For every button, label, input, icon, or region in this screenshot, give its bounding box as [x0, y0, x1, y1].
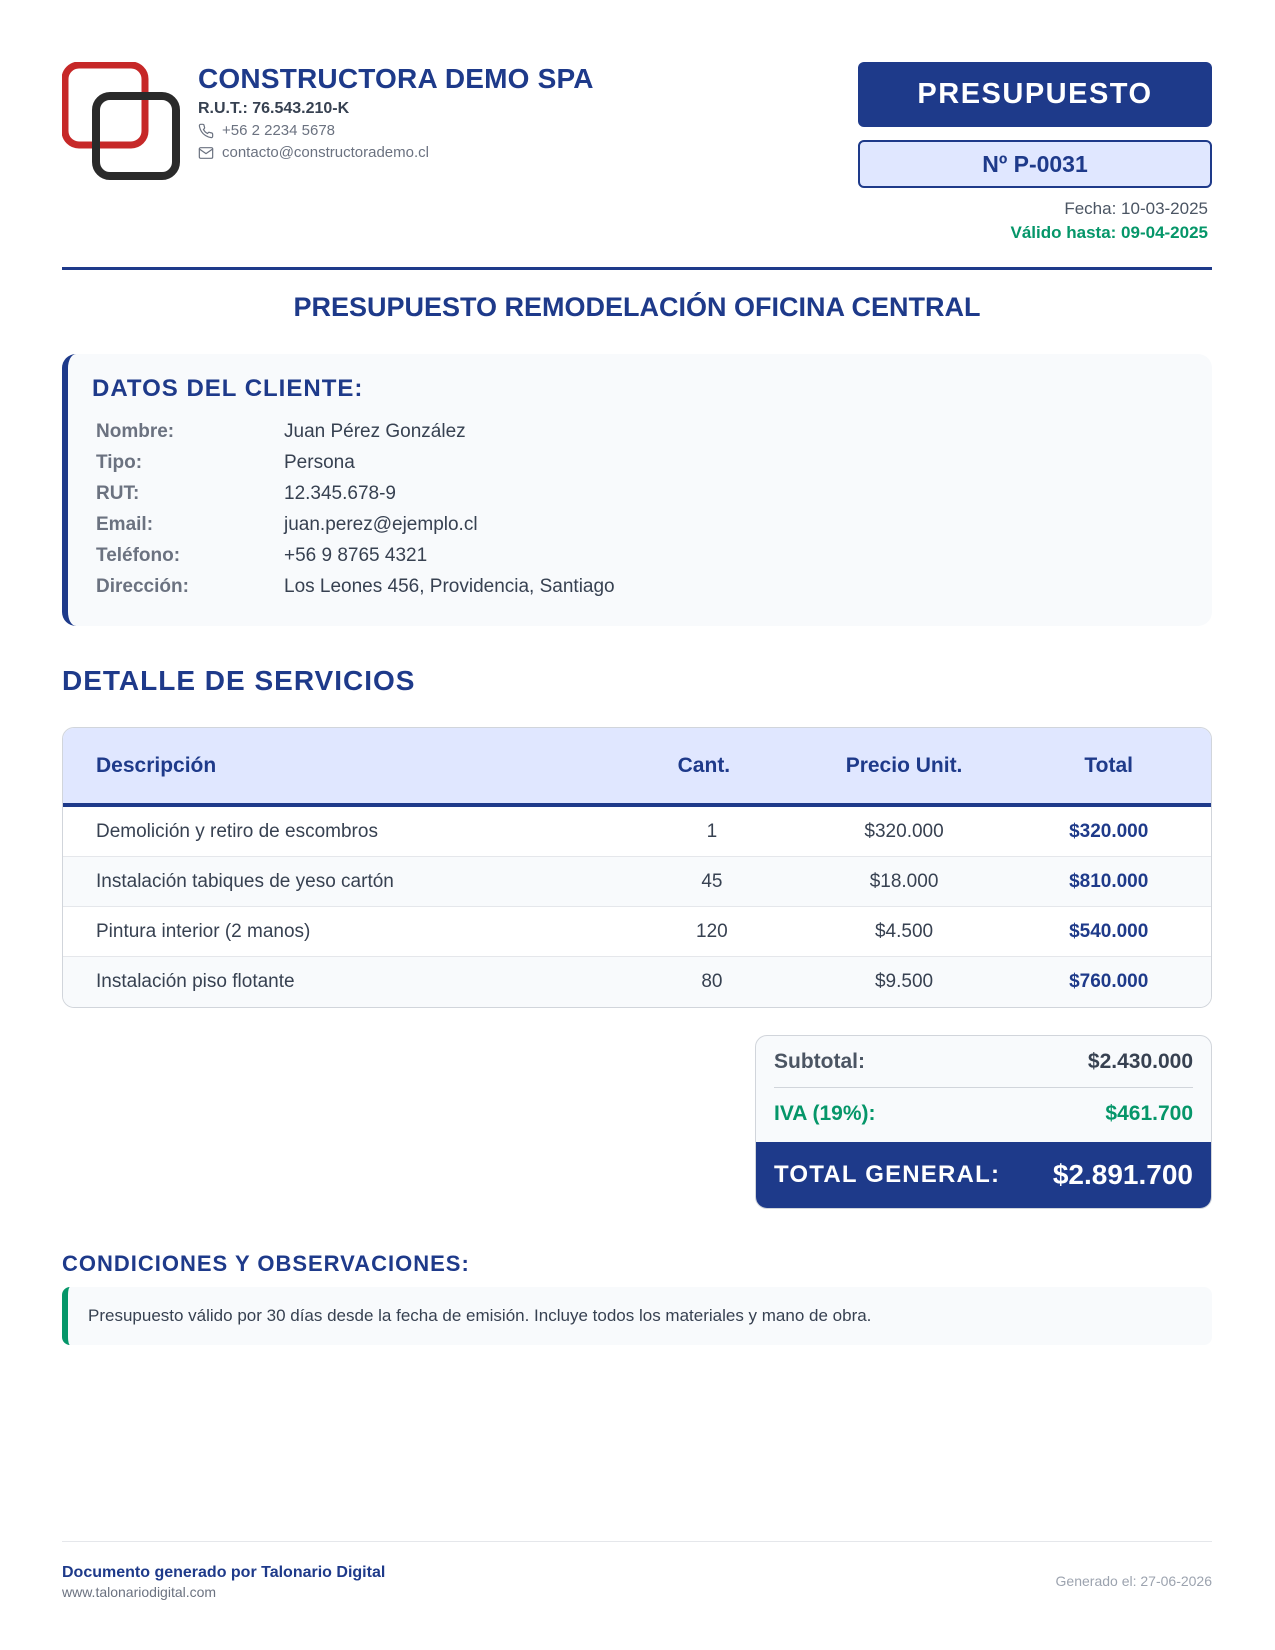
cell-total: $540.000 — [1069, 920, 1149, 942]
grand-total-label: TOTAL GENERAL: — [774, 1161, 1001, 1188]
document-date: Fecha: 10-03-2025 — [1064, 199, 1208, 218]
client-field-value: Los Leones 456, Providencia, Santiago — [284, 576, 615, 597]
client-field — [92, 540, 1188, 571]
services-table — [62, 727, 1212, 1008]
document-title: PRESUPUESTO REMODELACIÓN OFICINA CENTRAL — [293, 292, 981, 322]
client-field — [92, 478, 1188, 509]
table-body — [63, 807, 1211, 1007]
company-info — [198, 62, 594, 164]
mail-icon — [198, 145, 214, 161]
conditions-heading: CONDICIONES Y OBSERVACIONES: — [62, 1251, 470, 1276]
totals-box — [755, 1035, 1212, 1209]
table-row — [63, 807, 1211, 857]
cell-qty: 80 — [701, 971, 723, 992]
company-rut: R.U.T.: 76.543.210-K — [198, 100, 350, 117]
client-field — [92, 571, 1188, 602]
cell-qty: 45 — [701, 870, 723, 892]
cell-qty: 120 — [696, 920, 728, 942]
cell-unit-price: $4.500 — [874, 920, 934, 942]
cell-qty: 1 — [706, 820, 718, 842]
footer-brand: Documento generado por Talonario Digital — [62, 1564, 386, 1581]
table-row — [63, 907, 1211, 957]
footer-divider — [62, 1541, 1212, 1542]
cell-description: Instalación piso flotante — [96, 971, 295, 992]
iva-value: $461.700 — [1105, 1102, 1193, 1125]
cell-description: Demolición y retiro de escombros — [96, 820, 378, 842]
column-header-qty: Cant. — [677, 753, 731, 777]
header-divider — [62, 267, 1212, 270]
conditions-box — [62, 1287, 1212, 1345]
client-field-value: 12.345.678-9 — [284, 483, 396, 504]
column-header-total: Total — [1084, 753, 1133, 777]
client-field-value: +56 9 8765 4321 — [284, 545, 428, 566]
cell-total: $810.000 — [1069, 870, 1149, 892]
client-field-label: Tipo: — [96, 452, 143, 473]
cell-description: Pintura interior (2 manos) — [96, 920, 311, 942]
grand-total-row — [756, 1142, 1211, 1208]
table-row — [63, 957, 1211, 1007]
client-field-value: juan.perez@ejemplo.cl — [284, 514, 478, 535]
company-phone: +56 2 2234 5678 — [222, 122, 336, 139]
company-logo — [62, 62, 180, 180]
table-row — [63, 857, 1211, 907]
company-phone-line — [198, 120, 594, 142]
subtotal-value: $2.430.000 — [1087, 1049, 1193, 1073]
subtotal-label: Subtotal: — [774, 1049, 865, 1073]
document-number: Nº P-0031 — [858, 140, 1212, 188]
cell-unit-price: $9.500 — [874, 971, 934, 992]
client-field-label: Teléfono: — [96, 545, 181, 566]
document-id-box — [858, 62, 1212, 246]
conditions-text: Presupuesto válido por 30 días desde la fecha de emisión. Incluye todos los materiales y mano de obra. — [88, 1306, 872, 1325]
iva-label: IVA (19%): — [774, 1102, 876, 1125]
document-valid-until: Válido hasta: 09-04-2025 — [1010, 223, 1208, 242]
cell-total: $320.000 — [1069, 820, 1149, 842]
client-field — [92, 509, 1188, 540]
footer-url: www.talonariodigital.com — [62, 1584, 217, 1600]
company-name: CONSTRUCTORA DEMO SPA — [198, 63, 594, 94]
client-field — [92, 447, 1188, 478]
client-field-value: Persona — [284, 452, 355, 473]
table-header — [63, 728, 1211, 807]
cell-unit-price: $18.000 — [869, 870, 939, 892]
phone-icon — [198, 123, 214, 139]
iva-row — [774, 1088, 1193, 1140]
client-section — [62, 354, 1212, 626]
document-header — [62, 62, 1212, 242]
company-email-line — [198, 142, 594, 164]
footer-generated-date: Generado el: 27-06-2026 — [1055, 1573, 1212, 1589]
column-header-unit-price: Precio Unit. — [845, 753, 963, 777]
services-heading: DETALLE DE SERVICIOS — [62, 665, 416, 696]
client-field-label: Email: — [96, 514, 154, 535]
cell-unit-price: $320.000 — [864, 820, 944, 842]
footer-brand-block — [62, 1563, 385, 1601]
document-type: PRESUPUESTO — [858, 62, 1212, 127]
cell-description: Instalación tabiques de yeso cartón — [96, 870, 394, 892]
cell-total: $760.000 — [1069, 971, 1149, 992]
client-heading: DATOS DEL CLIENTE: — [92, 375, 364, 402]
client-field-label: Dirección: — [96, 576, 189, 597]
client-field-label: Nombre: — [96, 421, 175, 442]
client-field-label: RUT: — [96, 483, 140, 504]
grand-total-value: $2.891.700 — [1052, 1159, 1193, 1190]
company-email: contacto@constructorademo.cl — [222, 144, 429, 161]
client-field-value: Juan Pérez González — [284, 421, 466, 442]
subtotal-row — [774, 1036, 1193, 1088]
client-field — [92, 416, 1188, 447]
column-header-description: Descripción — [96, 753, 217, 777]
